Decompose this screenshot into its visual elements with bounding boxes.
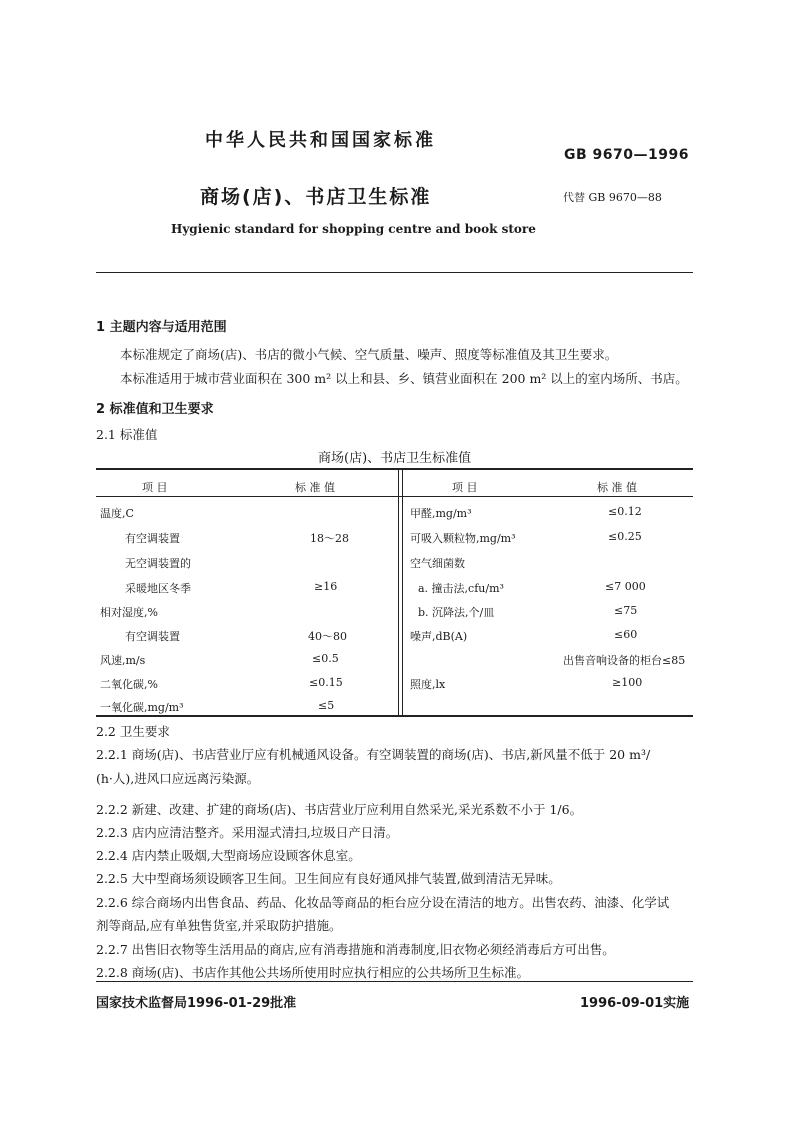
right-row-6-value: ≤60	[614, 628, 638, 641]
standard-code: GB 9670—1996	[564, 147, 689, 163]
left-row-4-value: ≥16	[314, 580, 338, 593]
right-row-4-value: ≤7 000	[605, 580, 646, 593]
requirement-2-2-6-line-1: 2.2.6 综合商场内出售食品、药品、化妆品等商品的柜台应分设在清洁的地方。出售农药、油漆、化学试	[96, 895, 670, 910]
requirement-2-2-4: 2.2.4 店内禁止吸烟,大型商场应设顾客休息室。	[96, 848, 361, 863]
left-row-8-value: ≤0.15	[309, 676, 343, 689]
left-row-9-value: ≤5	[318, 699, 335, 712]
right-row-2-item: 可吸入颗粒物,mg/m³	[410, 532, 516, 545]
subsection-2-2-heading: 2.2 卫生要求	[96, 724, 170, 739]
right-row-8-value: ≥100	[612, 676, 643, 689]
table-divider-left	[398, 469, 399, 716]
left-row-1-item: 温度,C	[100, 507, 134, 520]
left-row-5-item: 相对湿度,%	[100, 606, 158, 619]
table-caption: 商场(店)、书店卫生标准值	[318, 451, 472, 466]
national-standard-label: 中华人民共和国国家标准	[205, 130, 436, 151]
left-row-2-item: 有空调装置	[125, 532, 180, 545]
table-top-rule	[96, 468, 693, 470]
english-title: Hygienic standard for shopping centre and book store	[171, 222, 536, 236]
left-row-6-value: 40～80	[308, 630, 347, 643]
requirement-2-2-3: 2.2.3 店内应清洁整齐。采用湿式清扫,垃圾日产日清。	[96, 825, 399, 840]
requirement-2-2-6-line-2: 剂等商品,应有单独售货室,并采取防护措施。	[96, 918, 342, 933]
right-header-item: 项 目	[452, 481, 478, 494]
requirement-2-2-8: 2.2.8 商场(店)、书店作其他公共场所使用时应执行相应的公共场所卫生标准。	[96, 965, 530, 980]
implementation-date: 1996-09-01实施	[580, 996, 690, 1011]
left-row-9-item: 一氧化碳,mg/m³	[100, 701, 184, 714]
requirement-2-2-1-line-2: (h·人),进风口应远离污染源。	[96, 771, 260, 786]
replaces-label: 代替 GB 9670—88	[563, 191, 662, 204]
requirement-2-2-7: 2.2.7 出售旧衣物等生活用品的商店,应有消毒措施和消毒制度,旧衣物必须经消毒后方可出售。	[96, 942, 615, 957]
left-header-value: 标 准 值	[295, 481, 335, 494]
left-row-2-value: 18～28	[310, 532, 349, 545]
section-2-heading: 2 标准值和卫生要求	[96, 402, 214, 417]
right-row-7-value: 出售音响设备的柜台≤85	[563, 654, 686, 667]
section-1-paragraph-2: 本标准适用于城市营业面积在 300 m² 以上和县、乡、镇营业面积在 200 m² 以上的室内场所、书店。	[120, 371, 688, 386]
requirement-2-2-5: 2.2.5 大中型商场须设顾客卫生间。卫生间应有良好通风排气装置,做到清洁无异味。	[96, 871, 561, 886]
left-row-3-item: 无空调装置的	[125, 557, 191, 570]
right-row-3-item: 空气细菌数	[410, 557, 465, 570]
left-header-item: 项 目	[142, 481, 168, 494]
right-row-6-item: 噪声,dB(A)	[410, 630, 468, 643]
subsection-2-1-heading: 2.1 标准值	[96, 427, 158, 442]
left-row-6-item: 有空调装置	[125, 630, 180, 643]
left-row-7-item: 风速,m/s	[100, 654, 146, 667]
requirement-2-2-2: 2.2.2 新建、改建、扩建的商场(店)、书店营业厅应利用自然采光,采光系数不小于 1/6。	[96, 802, 583, 817]
left-row-8-item: 二氧化碳,%	[100, 678, 158, 691]
right-row-1-value: ≤0.12	[608, 505, 642, 518]
right-header-value: 标 准 值	[597, 481, 637, 494]
right-row-5-item: b. 沉降法,个/皿	[418, 606, 495, 619]
approval-date: 国家技术监督局1996-01-29批准	[96, 996, 297, 1011]
left-row-7-value: ≤0.5	[312, 652, 339, 665]
section-1-heading: 1 主题内容与适用范围	[96, 320, 227, 335]
right-row-1-item: 甲醛,mg/m³	[410, 507, 472, 520]
header-divider	[96, 272, 693, 273]
table-divider-right	[402, 469, 403, 716]
document-title: 商场(店)、书店卫生标准	[200, 186, 432, 208]
left-row-4-item: 采暖地区冬季	[125, 582, 191, 595]
table-bottom-rule	[96, 715, 693, 717]
right-row-4-item: a. 撞击法,cfu/m³	[418, 582, 504, 595]
section-1-paragraph-1: 本标准规定了商场(店)、书店的微小气候、空气质量、噪声、照度等标准值及其卫生要求。	[120, 347, 618, 362]
right-row-2-value: ≤0.25	[608, 530, 642, 543]
requirement-2-2-1-line-1: 2.2.1 商场(店)、书店营业厅应有机械通风设备。有空调装置的商场(店)、书店,新风量不低于 20 m³/	[96, 747, 651, 762]
table-header-rule	[96, 496, 693, 497]
right-row-8-item: 照度,lx	[410, 678, 446, 691]
footer-divider	[96, 981, 693, 982]
right-row-5-value: ≤75	[614, 604, 638, 617]
